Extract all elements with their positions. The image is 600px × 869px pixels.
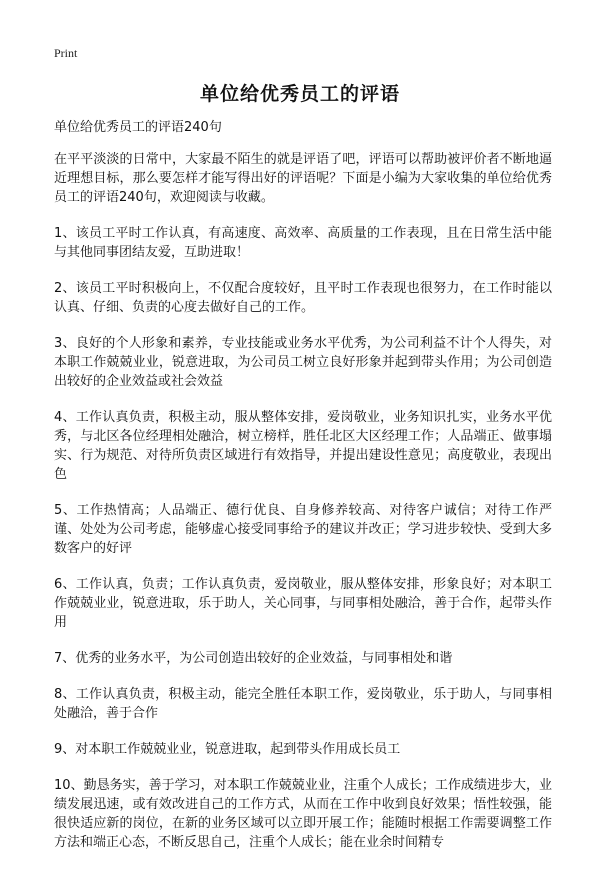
article-body bbox=[54, 118, 552, 869]
comment-item-2: 2、该员工平时积极向上，不仅配合度较好，且平时工作表现也很努力，在工作时能以认真、仔细、负责的心度去做好自己的工作。 bbox=[54, 281, 552, 315]
comment-item-6: 6、工作认真，负责；工作认真负责，爱岗敬业，服从整体安排，形象良好；对本职工作兢兢业业，锐意进取，乐于助人，关心同事，与同事相处融洽，善于合作，起带头作用 bbox=[54, 577, 552, 630]
comment-item-7: 7、优秀的业务水平，为公司创造出较好的企业效益，与同事相处和谐 bbox=[54, 651, 453, 666]
comment-item-9: 9、对本职工作兢兢业业，锐意进取，起到带头作用成长员工 bbox=[54, 742, 401, 757]
article-subtitle: 单位给优秀员工的评语240句 bbox=[54, 120, 222, 135]
page-title: 单位给优秀员工的评语 bbox=[199, 83, 400, 105]
comment-item-1: 1、该员工平时工作认真，有高速度、高效率、高质量的工作表现，且在日常生活中能与其他同事团结友爱，互助进取！ bbox=[54, 226, 552, 260]
comment-item-4: 4、工作认真负责，积极主动，服从整体安排，爱岗敬业，业务知识扎实，业务水平优秀，与北区各位经理相处融洽，树立榜样，胜任北区大区经理工作；人品端正、做事塌实、行为规范、对待所负责区域进行有效指导，并提出建设性意见；高度敬业，表现出色 bbox=[54, 410, 552, 482]
comment-item-3: 3、良好的个人形象和素养，专业技能或业务水平优秀，为公司利益不计个人得失，对本职工作兢兢业业，锐意进取，为公司员工树立良好形象并起到带头作用；为公司创造出较好的企业效益或社会效益 bbox=[54, 336, 552, 389]
intro-paragraph: 在平平淡淡的日常中，大家最不陌生的就是评语了吧，评语可以帮助被评价者不断地逼近理想目标，那么要怎样才能写得出好的评语呢？下面是小编为大家收集的单位给优秀员工的评语240句，欢迎阅读与收藏。 bbox=[54, 152, 552, 205]
comment-item-5: 5、工作热情高；人品端正、德行优良、自身修养较高、对待客户诚信；对待工作严谨、处处为公司考虑，能够虚心接受同事给予的建议并改正；学习进步较快、受到大多数客户的好评 bbox=[54, 503, 552, 556]
comment-item-10: 10、勤恳务实，善于学习，对本职工作兢兢业业，注重个人成长；工作成绩进步大，业绩发展迅速，或有效改进自己的工作方式，从而在工作中收到良好效果；悟性较强，能很快适应新的岗位，在新的业务区域可以立即开展工作；能随时根据工作需要调整工作方法和端正心态，不断反思自己，注重个人成长；能在业余时间精专 bbox=[54, 778, 552, 850]
comment-item-8: 8、工作认真负责，积极主动，能完全胜任本职工作，爱岗敬业，乐于助人，与同事相处融洽，善于合作 bbox=[54, 687, 552, 721]
print-link[interactable]: Print bbox=[54, 46, 78, 60]
